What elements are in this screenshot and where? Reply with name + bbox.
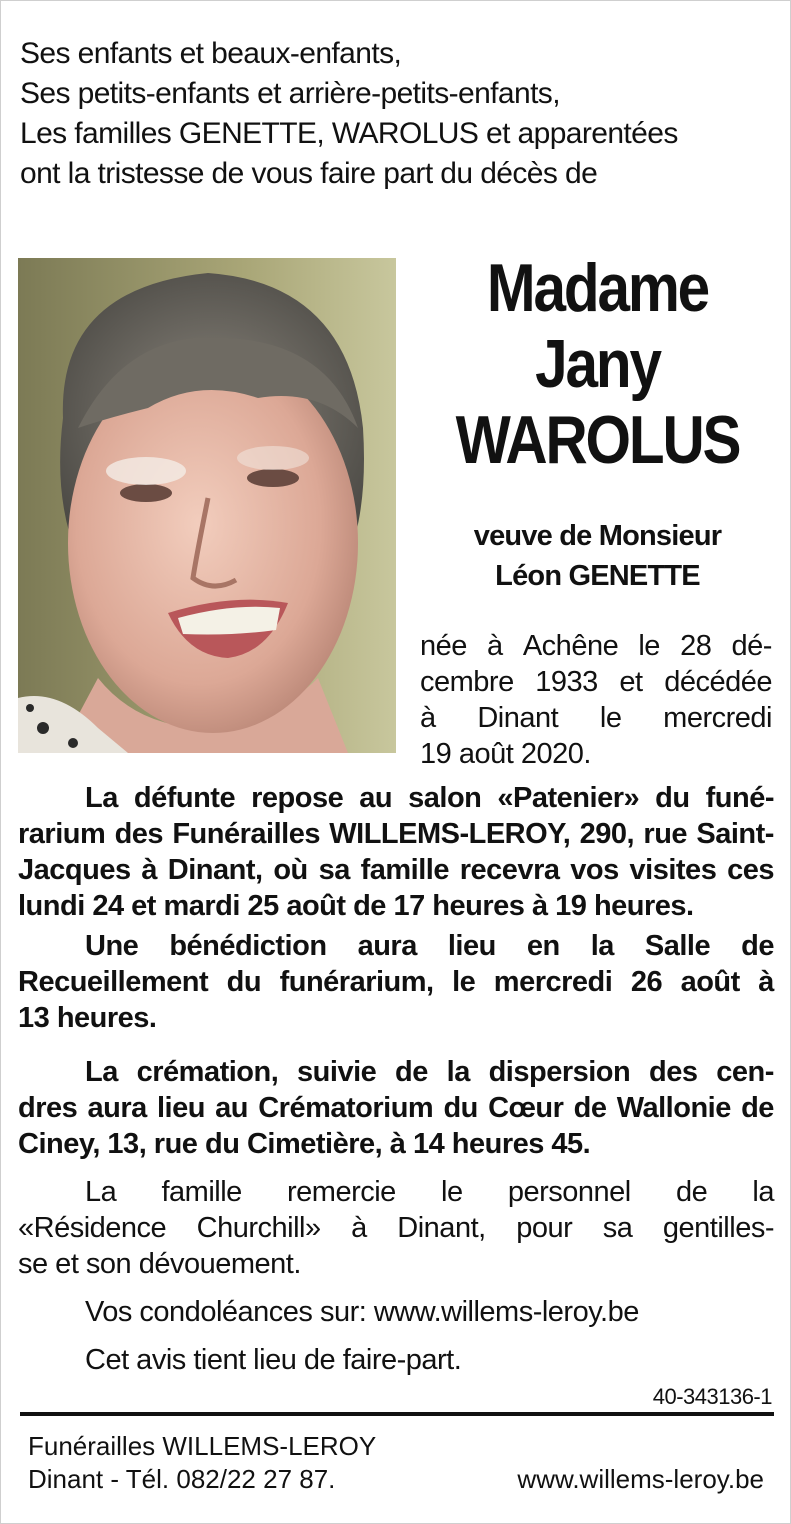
intro-line: Les familles GENETTE, WAROLUS et apparentées bbox=[20, 117, 678, 150]
birth-line: née à Achêne le 28 dé- bbox=[420, 630, 772, 662]
footer-divider bbox=[20, 1412, 774, 1416]
condolences-line: Vos condoléances sur: www.willems-leroy.be bbox=[85, 1296, 639, 1328]
widow-of bbox=[410, 516, 785, 596]
paragraph-line: Recueillement du funérarium, le mercredi 26 août à bbox=[18, 966, 774, 998]
paragraph-line: Jacques à Dinant, où sa famille recevra vos visites ces bbox=[18, 854, 774, 886]
footer-website: www.willems-leroy.be bbox=[517, 1464, 764, 1494]
birth-death-info bbox=[420, 628, 772, 772]
paragraph-notice bbox=[18, 1342, 774, 1378]
paragraph-line: lundi 24 et mardi 25 août de 17 heures à 19 heures. bbox=[18, 890, 694, 922]
intro-line: ont la tristesse de vous faire part du décès de bbox=[20, 157, 598, 190]
paragraph-line: se et son dévouement. bbox=[18, 1248, 301, 1280]
intro-text bbox=[20, 34, 780, 194]
name-title: Madame bbox=[486, 250, 709, 326]
deceased-name bbox=[445, 250, 750, 478]
widow-line: Léon GENETTE bbox=[495, 560, 700, 592]
footer-city-phone: Dinant - Tél. 082/22 27 87. bbox=[28, 1464, 336, 1494]
paragraph-salon bbox=[18, 780, 774, 924]
paragraph-line: La crémation, suivie de la dispersion des cen- bbox=[85, 1056, 774, 1088]
name-last: WAROLUS bbox=[455, 402, 740, 478]
paragraph-line: dres aura lieu au Crématorium du Cœur de Wallonie de bbox=[18, 1092, 774, 1124]
paragraph-line: 13 heures. bbox=[18, 1002, 157, 1034]
notice-line: Cet avis tient lieu de faire-part. bbox=[85, 1344, 462, 1376]
intro-line: Ses petits-enfants et arrière-petits-enfants, bbox=[20, 77, 560, 110]
paragraph-condolences bbox=[18, 1294, 774, 1330]
birth-line: à Dinant le mercredi bbox=[420, 702, 772, 734]
paragraph-thanks bbox=[18, 1174, 774, 1282]
paragraph-cremation bbox=[18, 1054, 774, 1162]
name-first: Jany bbox=[535, 326, 660, 402]
widow-line: veuve de Monsieur bbox=[473, 520, 722, 552]
paragraph-benediction bbox=[18, 928, 774, 1036]
reference-number: 40-343136-1 bbox=[652, 1384, 772, 1409]
footer-company: Funérailles WILLEMS-LEROY bbox=[28, 1431, 377, 1461]
paragraph-line: La défunte repose au salon «Patenier» du funé- bbox=[85, 782, 774, 814]
paragraph-line: «Résidence Churchill» à Dinant, pour sa gentilles- bbox=[18, 1212, 774, 1244]
paragraph-line: Une bénédiction aura lieu en la Salle de bbox=[85, 930, 774, 962]
birth-line: 19 août 2020. bbox=[420, 738, 591, 770]
portrait-photo bbox=[18, 258, 396, 753]
footer bbox=[28, 1430, 764, 1496]
paragraph-line: rarium des Funérailles WILLEMS-LEROY, 290, rue Saint- bbox=[18, 818, 774, 850]
birth-line: cembre 1933 et décédée bbox=[420, 666, 772, 698]
paragraph-line: La famille remercie le personnel de la bbox=[85, 1176, 774, 1208]
intro-line: Ses enfants et beaux-enfants, bbox=[20, 37, 402, 70]
paragraph-line: Ciney, 13, rue du Cimetière, à 14 heures 45. bbox=[18, 1128, 591, 1160]
